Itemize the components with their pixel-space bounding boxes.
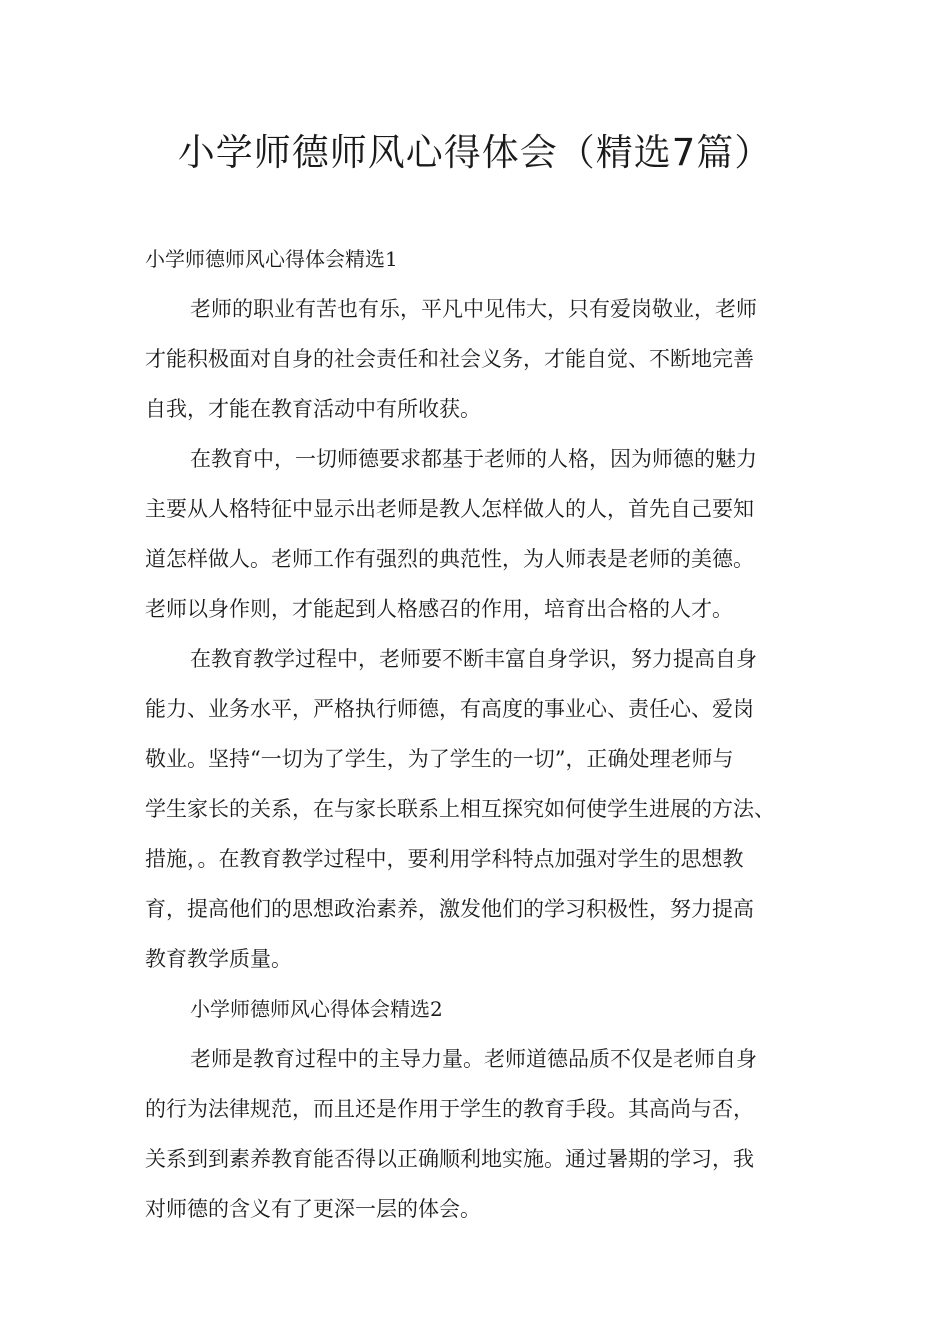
document-title: 小学师德师风心得体会（精选7篇） (177, 131, 773, 174)
paragraph-line: 敬业。坚持“一切为了学生，为了学生的一切”，正确处理老师与 (145, 747, 734, 771)
paragraph-line: 自我，才能在教育活动中有所收获。 (145, 397, 481, 421)
paragraph-line: 主要从人格特征中显示出老师是教人怎样做人的人，首先自己要知 (145, 497, 754, 521)
paragraph-line: 措施，。在教育教学过程中，要利用学科特点加强对学生的思想教 (145, 847, 744, 871)
paragraph-line: 老师的职业有苦也有乐，平凡中见伟大，只有爱岗敬业，老师 (190, 297, 757, 321)
section-heading-2: 小学师德师风心得体会精选2 (190, 997, 443, 1021)
paragraph-line: 老师是教育过程中的主导力量。老师道德品质不仅是老师自身 (190, 1047, 757, 1071)
paragraph-line: 能力、业务水平，严格执行师德，有高度的事业心、责任心、爱岗 (145, 697, 754, 721)
paragraph-line: 育，提高他们的思想政治素养，激发他们的学习积极性，努力提高 (145, 897, 754, 921)
paragraph-line: 老师以身作则，才能起到人格感召的作用，培育出合格的人才。 (145, 597, 733, 621)
paragraph-line: 的行为法律规范，而且还是作用于学生的教育手段。其高尚与否， (145, 1097, 754, 1121)
paragraph-line: 关系到到素养教育能否得以正确顺利地实施。通过暑期的学习，我 (145, 1147, 754, 1171)
paragraph-line: 对师德的含义有了更深一层的体会。 (145, 1197, 481, 1221)
paragraph-line: 学生家长的关系，在与家长联系上相互探究如何使学生进展的方法、 (145, 797, 775, 821)
paragraph-line: 在教育中，一切师德要求都基于老师的人格，因为师德的魅力 (190, 447, 757, 471)
paragraph-line: 在教育教学过程中，老师要不断丰富自身学识，努力提高自身 (190, 647, 757, 671)
section-heading-1: 小学师德师风心得体会精选1 (145, 247, 398, 271)
document-body (145, 234, 845, 1234)
paragraph-line: 教育教学质量。 (145, 947, 292, 971)
paragraph-line: 道怎样做人。老师工作有强烈的典范性，为人师表是老师的美德。 (145, 547, 754, 571)
paragraph-line: 才能积极面对自身的社会责任和社会义务，才能自觉、不断地完善 (145, 347, 754, 371)
